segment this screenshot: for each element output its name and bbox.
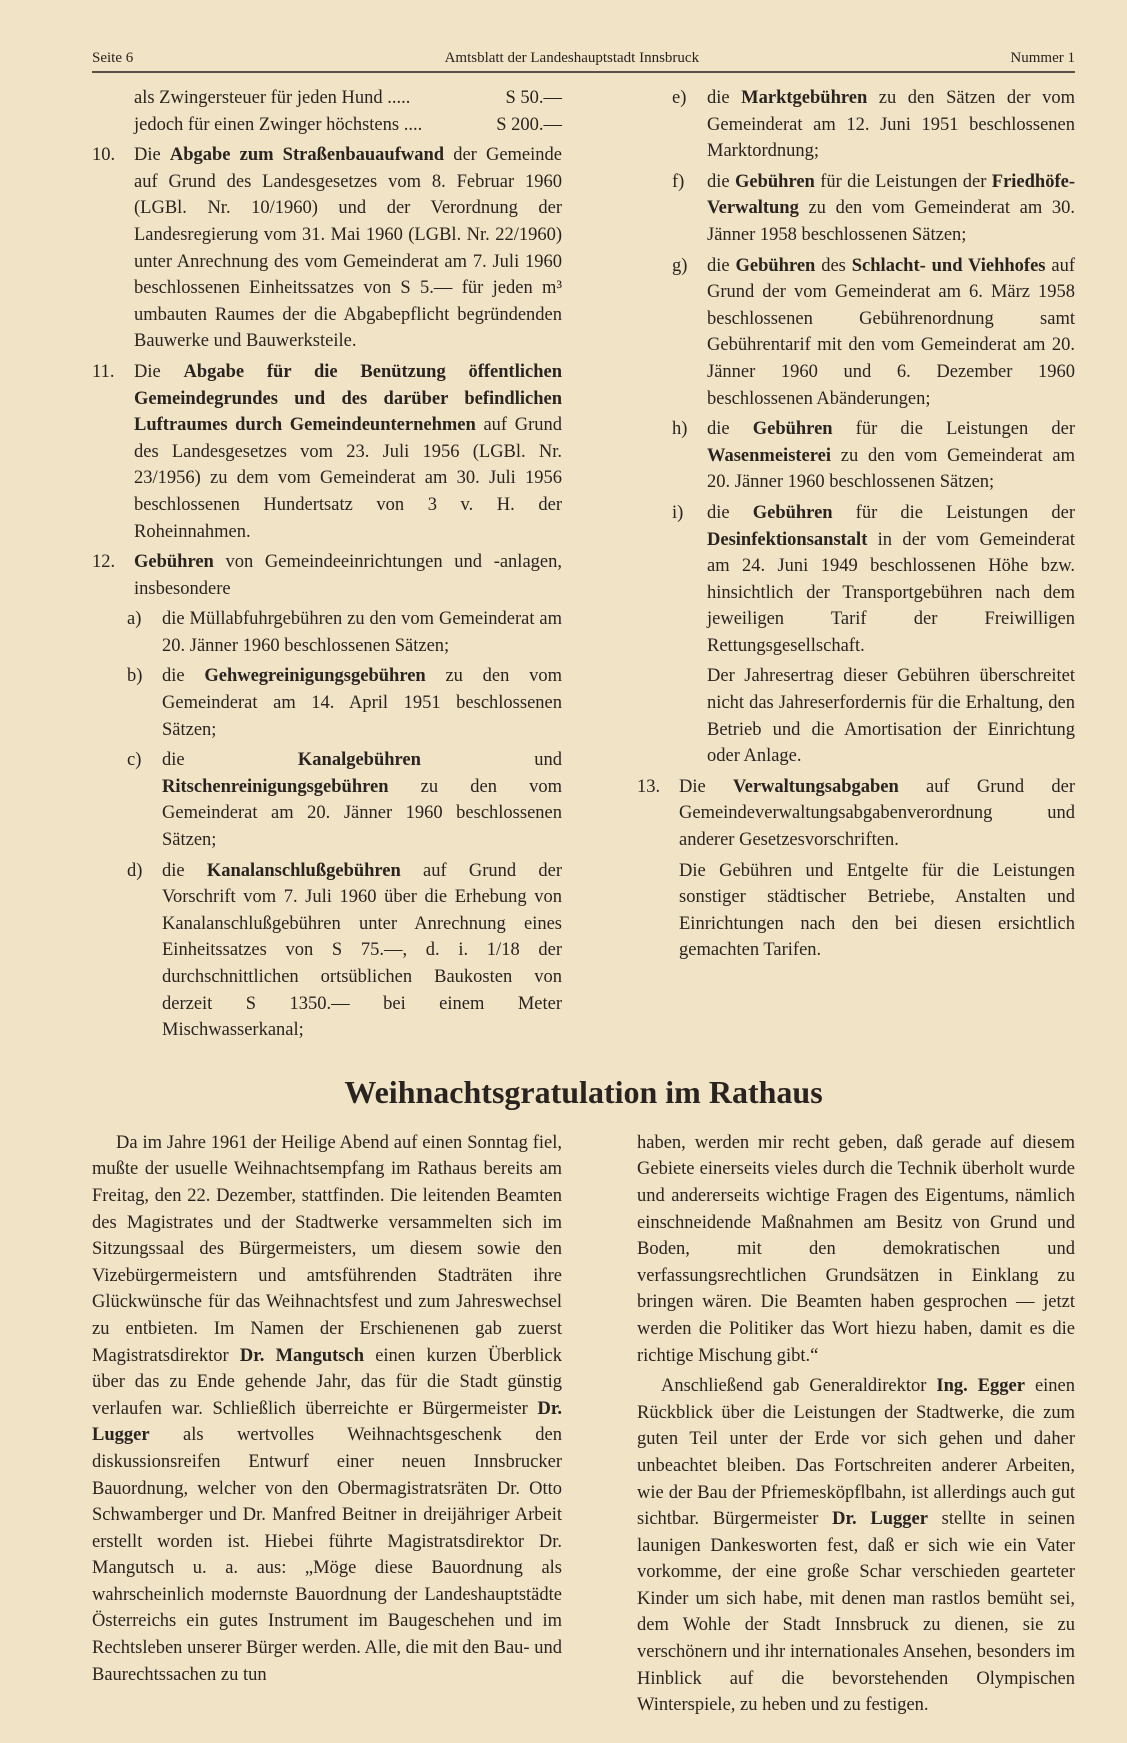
item-number: b) xyxy=(127,666,143,687)
text-run: zu den vom Gemeinderat am 14. April 1951 beschlossenen Sätzen; xyxy=(162,666,562,740)
text-run: in der vom Gemeinderat am 24. Juni 1949 beschlossenen Höhe bzw. hinsichtlich der Transportgebühren nach dem jeweiligen Tarif der Freiwilligen Rettungsgesellschaft. xyxy=(707,529,1075,656)
paragraph xyxy=(637,253,1075,413)
text-run: die xyxy=(162,750,298,771)
text-run: für die Leistungen der xyxy=(814,171,992,192)
paragraph xyxy=(637,416,1075,496)
text-run: die xyxy=(707,88,742,108)
bold-term: Gebühren xyxy=(134,552,214,573)
text-run: des xyxy=(815,255,852,276)
text-run: stellte in seinen launigen Dankesworten fest, daß er sich wie ein Vater vorkomme, der eine große Schar verschieden gearteter Kinder um sich habe, mit denen man rastlos bemüht sei, dem Wohle der Stadt Innsbruck zu dienen, sie zu verschönern und ihr internationales Ansehen, besonders im Hinblick auf die bevorstehenden Olympischen Winterspiele, zu heben und zu festigen. xyxy=(637,1509,1075,1716)
item-number: c) xyxy=(127,750,142,771)
paragraph xyxy=(637,858,1075,964)
bold-term: Dr. Mangutsch xyxy=(239,1345,364,1366)
bold-term: Friedhöfe-Verwaltung xyxy=(707,171,1075,219)
paragraph xyxy=(637,500,1075,660)
item-number: d) xyxy=(127,860,143,881)
rate-line xyxy=(92,112,562,139)
text-run: die xyxy=(707,502,753,523)
item-number: a) xyxy=(127,609,142,630)
paragraph xyxy=(637,169,1075,249)
bold-term: Gebühren xyxy=(752,419,833,440)
upper-left-column xyxy=(92,85,562,1048)
text-run: Der Jahresertrag dieser Gebühren überschreitet nicht das Jahreserfordernis für die Erhaltung, den Betrieb und die Amortisation der Einrichtung oder Anlage. xyxy=(707,666,1075,767)
bold-term: Ing. Egger xyxy=(936,1376,1025,1397)
text-run: Die Gebühren und Entgelte für die Leistungen sonstiger städtischer Betriebe, Anstalten und Einrichtungen nach den bei diesen ersichtlich gemachten Tarifen. xyxy=(679,860,1075,961)
text-run: einen kurzen Überblick über das zu Ende gehende Jahr, das für die Stadt günstig verlaufen war. Schließlich überreichte er Bürgermeister xyxy=(92,1345,562,1419)
text-run: und xyxy=(420,750,562,771)
text-run: zu den vom Gemeinderat am 20. Jänner 1960 beschlossenen Sätzen; xyxy=(162,776,562,851)
text-run: die xyxy=(707,419,753,440)
lower-left-column xyxy=(92,1130,562,1692)
paragraph xyxy=(637,1130,1075,1369)
bold-term: Gehwegreinigungsgebühren xyxy=(204,666,426,687)
bold-term: Gebühren xyxy=(735,255,816,276)
bold-term: Wasenmeisterei xyxy=(707,445,831,466)
text-run: Die xyxy=(134,361,184,382)
page-header xyxy=(92,50,1075,73)
paragraph xyxy=(92,359,562,545)
text-run: Da im Jahre 1961 der Heilige Abend auf einen Sonntag fiel, mußte der usuelle Weihnachtsempfang im Rathaus bereits am Freitag, den 22. Dezember, stattfinden. Die leitenden Beamten des Magistrates und der Stadtwerke versammelten sich im Sitzungssaal des Bürgermeisters, um diesem sowie den Vizebürgermeistern und amtsführenden Stadträten ihre Glückwünsche für das Weihnachtsfest und zum Jahreswechsel zu entbieten. Im Namen der Erschienenen gab zuerst Magistratsdirektor xyxy=(92,1132,562,1366)
bold-term: Dr. Lugger xyxy=(832,1509,928,1530)
text-run: die xyxy=(707,255,736,276)
text-run: auf Grund der Vorschrift vom 7. Juli 1960 über die Erhebung von Kanalanschlußgebühren unter Anrechnung eines Einheitssatzes von S 75.—, d. i. 1/18 der durchschnittlichen ortsüblichen Baukosten von derzeit S 1350.— bei einem Meter Mischwasserkanal; xyxy=(162,860,562,1041)
item-number: 11. xyxy=(92,361,115,382)
rate-label: jedoch für einen Zwinger höchstens .... xyxy=(134,114,423,135)
text-run: die Müllabfuhrgebühren zu den vom Gemeinderat am 20. Jänner 1960 beschlossenen Sätzen; xyxy=(162,609,562,656)
text-run: für die Leistungen der xyxy=(832,419,1075,440)
item-number: f) xyxy=(672,171,685,192)
upper-left-items xyxy=(92,142,562,1044)
text-run: der Gemeinde auf Grund des Landesgesetzes vom 8. Februar 1960 (LGBl. Nr. 10/1960) und der Verordnung der Landesregierung vom 31. Mai 1960 (LGBl. Nr. 22/1960) unter Anrechnung des vom Gemeinderat am 7. Juli 1960 beschlossenen Einheitssatzes von S 5.— für jeden m³ umbauten Raumes der die Abgabepflicht begründenden Bauwerke und Bauwerksteile. xyxy=(134,145,562,352)
paragraph xyxy=(637,774,1075,854)
bold-term: Ritschenreinigungsgebühren xyxy=(162,776,389,797)
bold-term: Kanalanschlußgebühren xyxy=(206,860,401,881)
text-run: einen Rückblick über die Leistungen der Stadtwerke, die zum guten Teil unter der Erde vor sich gehen und daher unbeachtet bleiben. Das Fortschreiten anderer Arbeiten, wie der Bau der Pfriemesköpflbahn, ist allerdings auch gut sichtbar. Bürgermeister xyxy=(637,1376,1075,1530)
upper-columns xyxy=(92,85,1075,1048)
lower-columns xyxy=(92,1130,1075,1723)
rate-value: S 200.— xyxy=(496,114,562,135)
bold-term: Abgabe zum Straßenbauaufwand xyxy=(169,145,445,166)
rate-label: als Zwingersteuer für jeden Hund ..... xyxy=(134,88,411,108)
paragraph xyxy=(637,1373,1075,1719)
paragraph xyxy=(637,85,1075,165)
paragraph xyxy=(92,858,562,1044)
publication-title: Amtsblatt der Landeshauptstadt Innsbruck xyxy=(444,50,700,66)
text-run: die xyxy=(707,171,735,192)
text-run: zu den Sätzen der vom Gemeinderat am 12. Juni 1951 beschlossenen Marktordnung; xyxy=(707,88,1075,162)
text-run: von Gemeindeeinrichtungen und -anlagen, insbesondere xyxy=(134,552,562,599)
text-run: die xyxy=(162,860,207,881)
text-run: haben, werden mir recht geben, daß gerade auf diesem Gebiete einerseits vieles durch die Technik überholt wurde und andererseits wichtige Fragen des Eigentums, nämlich einschneidende Maßnahmen am Besitz von Grund und Boden, mit den demokratischen und verfassungsrechtlichen Grundsätzen in Einklang zu bringen wären. Die Beamten haben gesprochen — jetzt werden die Politiker das Wort hiezu haben, damit es die richtige Mischung gibt.“ xyxy=(637,1132,1075,1366)
text-run: für die Leistungen der xyxy=(832,502,1075,523)
text-run: auf Grund der vom Gemeinderat am 6. März 1958 beschlossenen Gebührenordnung samt Gebührentarif mit den vom Gemeinderat am 20. Jänner 1960 und 6. Dezember 1960 beschlossenen Abänderungen; xyxy=(707,255,1075,409)
paragraph xyxy=(92,606,562,659)
upper-right-column xyxy=(637,85,1075,968)
bold-term: Marktgebühren xyxy=(741,88,868,108)
issue-number: Nummer 1 xyxy=(1010,50,1075,66)
item-number: i) xyxy=(672,502,684,523)
rate-value: S 50.— xyxy=(505,88,562,108)
item-number: h) xyxy=(672,419,688,440)
bold-term: Gebühren xyxy=(734,171,815,192)
text-run: Die xyxy=(679,776,733,797)
page-number: Seite 6 xyxy=(92,50,134,66)
paragraph xyxy=(637,663,1075,769)
bold-term: Verwaltungsabgaben xyxy=(732,776,899,797)
bold-term: Abgabe für die Benützung öffentlichen Gemeindegrundes und des darüber befindlichen Luftraumes durch Gemeindeunternehmen xyxy=(134,361,562,436)
item-number: 13. xyxy=(637,776,661,797)
paragraph xyxy=(92,747,562,853)
bold-term: Dr. Lugger xyxy=(92,1398,562,1446)
text-run: zu den vom Gemeinderat am 30. Jänner 1958 beschlossenen Sätzen; xyxy=(707,198,1075,245)
item-number: 12. xyxy=(92,552,116,573)
bold-term: Desinfektionsanstalt xyxy=(707,529,868,550)
bold-term: Kanalgebühren xyxy=(297,750,421,771)
text-run: Anschließend gab Generaldirektor xyxy=(661,1376,937,1397)
text-run: zu den vom Gemeinderat am 20. Jänner 1960 beschlossenen Sätzen; xyxy=(707,445,1075,493)
text-run: als wertvolles Weihnachtsgeschenk den diskussionsreifen Entwurf einer neuen Innsbrucker Bauordnung, welcher von den Obermagistratsräten Dr. Otto Schwamberger und Dr. Manfred Beitner in dreijähriger Arbeit erstellt worden ist. Hiebei führte Magistratsdirektor Dr. Mangutsch u. a. aus: „Möge diese Bauordnung als wahrscheinlich modernste Bauordnung der Landeshauptstädte Österreichs ein gutes Instrument im Baugeschehen und im Rechtsleben unserer Bürger werden. Alle, die mit den Bau- und Baurechtssachen zu tun xyxy=(92,1425,562,1685)
text-run: auf Grund der Gemeindeverwaltungsabgabenverordnung und anderer Gesetzesvorschriften. xyxy=(679,776,1076,851)
rate-line xyxy=(92,85,562,112)
article-title: Weihnachtsgratulation im Rathaus xyxy=(344,1073,823,1110)
item-number: g) xyxy=(672,255,688,276)
item-number: 10. xyxy=(92,145,116,166)
text-run: Die xyxy=(134,145,170,166)
text-run: die xyxy=(162,666,205,687)
bold-term: Schlacht- und Viehhofes xyxy=(851,255,1046,276)
paragraph xyxy=(92,142,562,355)
lower-right-column xyxy=(637,1130,1075,1723)
bold-term: Gebühren xyxy=(752,502,833,523)
paragraph xyxy=(92,663,562,743)
text-run: auf Grund des Landesgesetzes vom 23. Juli 1956 (LGBl. Nr. 23/1956) zu dem vom Gemeinderat am 30. Juli 1956 beschlossenen Hundertsatz von 3 v. H. der Roheinnahmen. xyxy=(134,415,562,542)
paragraph xyxy=(92,549,562,602)
paragraph xyxy=(92,1130,562,1688)
item-number: e) xyxy=(672,88,687,108)
